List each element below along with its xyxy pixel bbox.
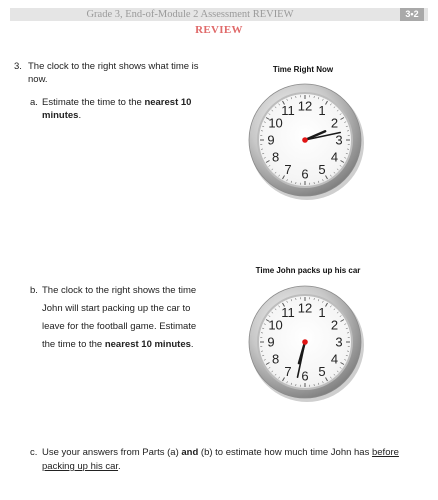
clock-number: 7	[284, 363, 292, 379]
review-title: REVIEW	[195, 24, 243, 36]
clock-number: 6	[301, 166, 309, 182]
part-a-line1: Estimate the time to the nearest 10	[42, 97, 192, 108]
clock-number: 3	[335, 334, 343, 350]
clock-number: 1	[318, 305, 326, 321]
part-a-line2: minutes.	[42, 110, 82, 121]
part-c-line2: packing up his car.	[42, 461, 121, 472]
clock-number: 5	[318, 363, 326, 379]
clock-number: 4	[330, 149, 339, 165]
part-b-line2: John will start packing up the car to	[42, 303, 191, 314]
clock-caption-now: Time Right Now	[272, 65, 334, 74]
clock-number: 3	[335, 132, 343, 148]
clock-number: 11	[281, 305, 295, 321]
clock-number: 5	[318, 161, 326, 177]
question-number: 3.	[14, 61, 22, 72]
clock-number: 2	[330, 317, 339, 333]
clock-number: 8	[271, 149, 280, 165]
clock-number: 1	[318, 103, 326, 119]
part-c-label: c.	[30, 447, 38, 458]
part-a-label: a.	[30, 97, 38, 108]
clock-number: 11	[281, 103, 295, 119]
part-b-line1: The clock to the right shows the time	[42, 285, 197, 296]
clock-number: 8	[271, 351, 280, 367]
clock-number: 12	[297, 300, 313, 316]
clock-number: 10	[268, 115, 283, 131]
header-title: Grade 3, End-of-Module 2 Assessment REVIEW	[86, 9, 294, 20]
clock-number: 6	[301, 368, 309, 384]
clock-time-now	[245, 80, 365, 200]
clock-number: 2	[330, 115, 339, 131]
question-text-line2: now.	[28, 74, 48, 85]
part-b-label: b.	[30, 285, 38, 296]
module-badge: 3•2	[400, 8, 424, 21]
clock-number: 4	[330, 351, 339, 367]
question-text-line1: The clock to the right shows what time is	[28, 61, 199, 72]
part-b-line4: the time to the nearest 10 minutes.	[42, 339, 194, 350]
clock-number: 12	[297, 98, 313, 114]
clock-center-pin	[302, 137, 308, 143]
clock-packs-up	[245, 282, 365, 402]
clock-number: 7	[284, 161, 292, 177]
part-b-line3: leave for the football game. Estimate	[42, 321, 197, 332]
clock-number: 9	[267, 132, 275, 148]
header-bar	[10, 8, 428, 21]
clock-caption-packs: Time John packs up his car	[255, 266, 361, 275]
clock-number: 10	[268, 317, 283, 333]
part-c-line1: Use your answers from Parts (a) and (b) to estimate how much time John has before	[42, 447, 399, 458]
clock-number: 9	[267, 334, 275, 350]
clock-center-pin	[302, 339, 308, 345]
